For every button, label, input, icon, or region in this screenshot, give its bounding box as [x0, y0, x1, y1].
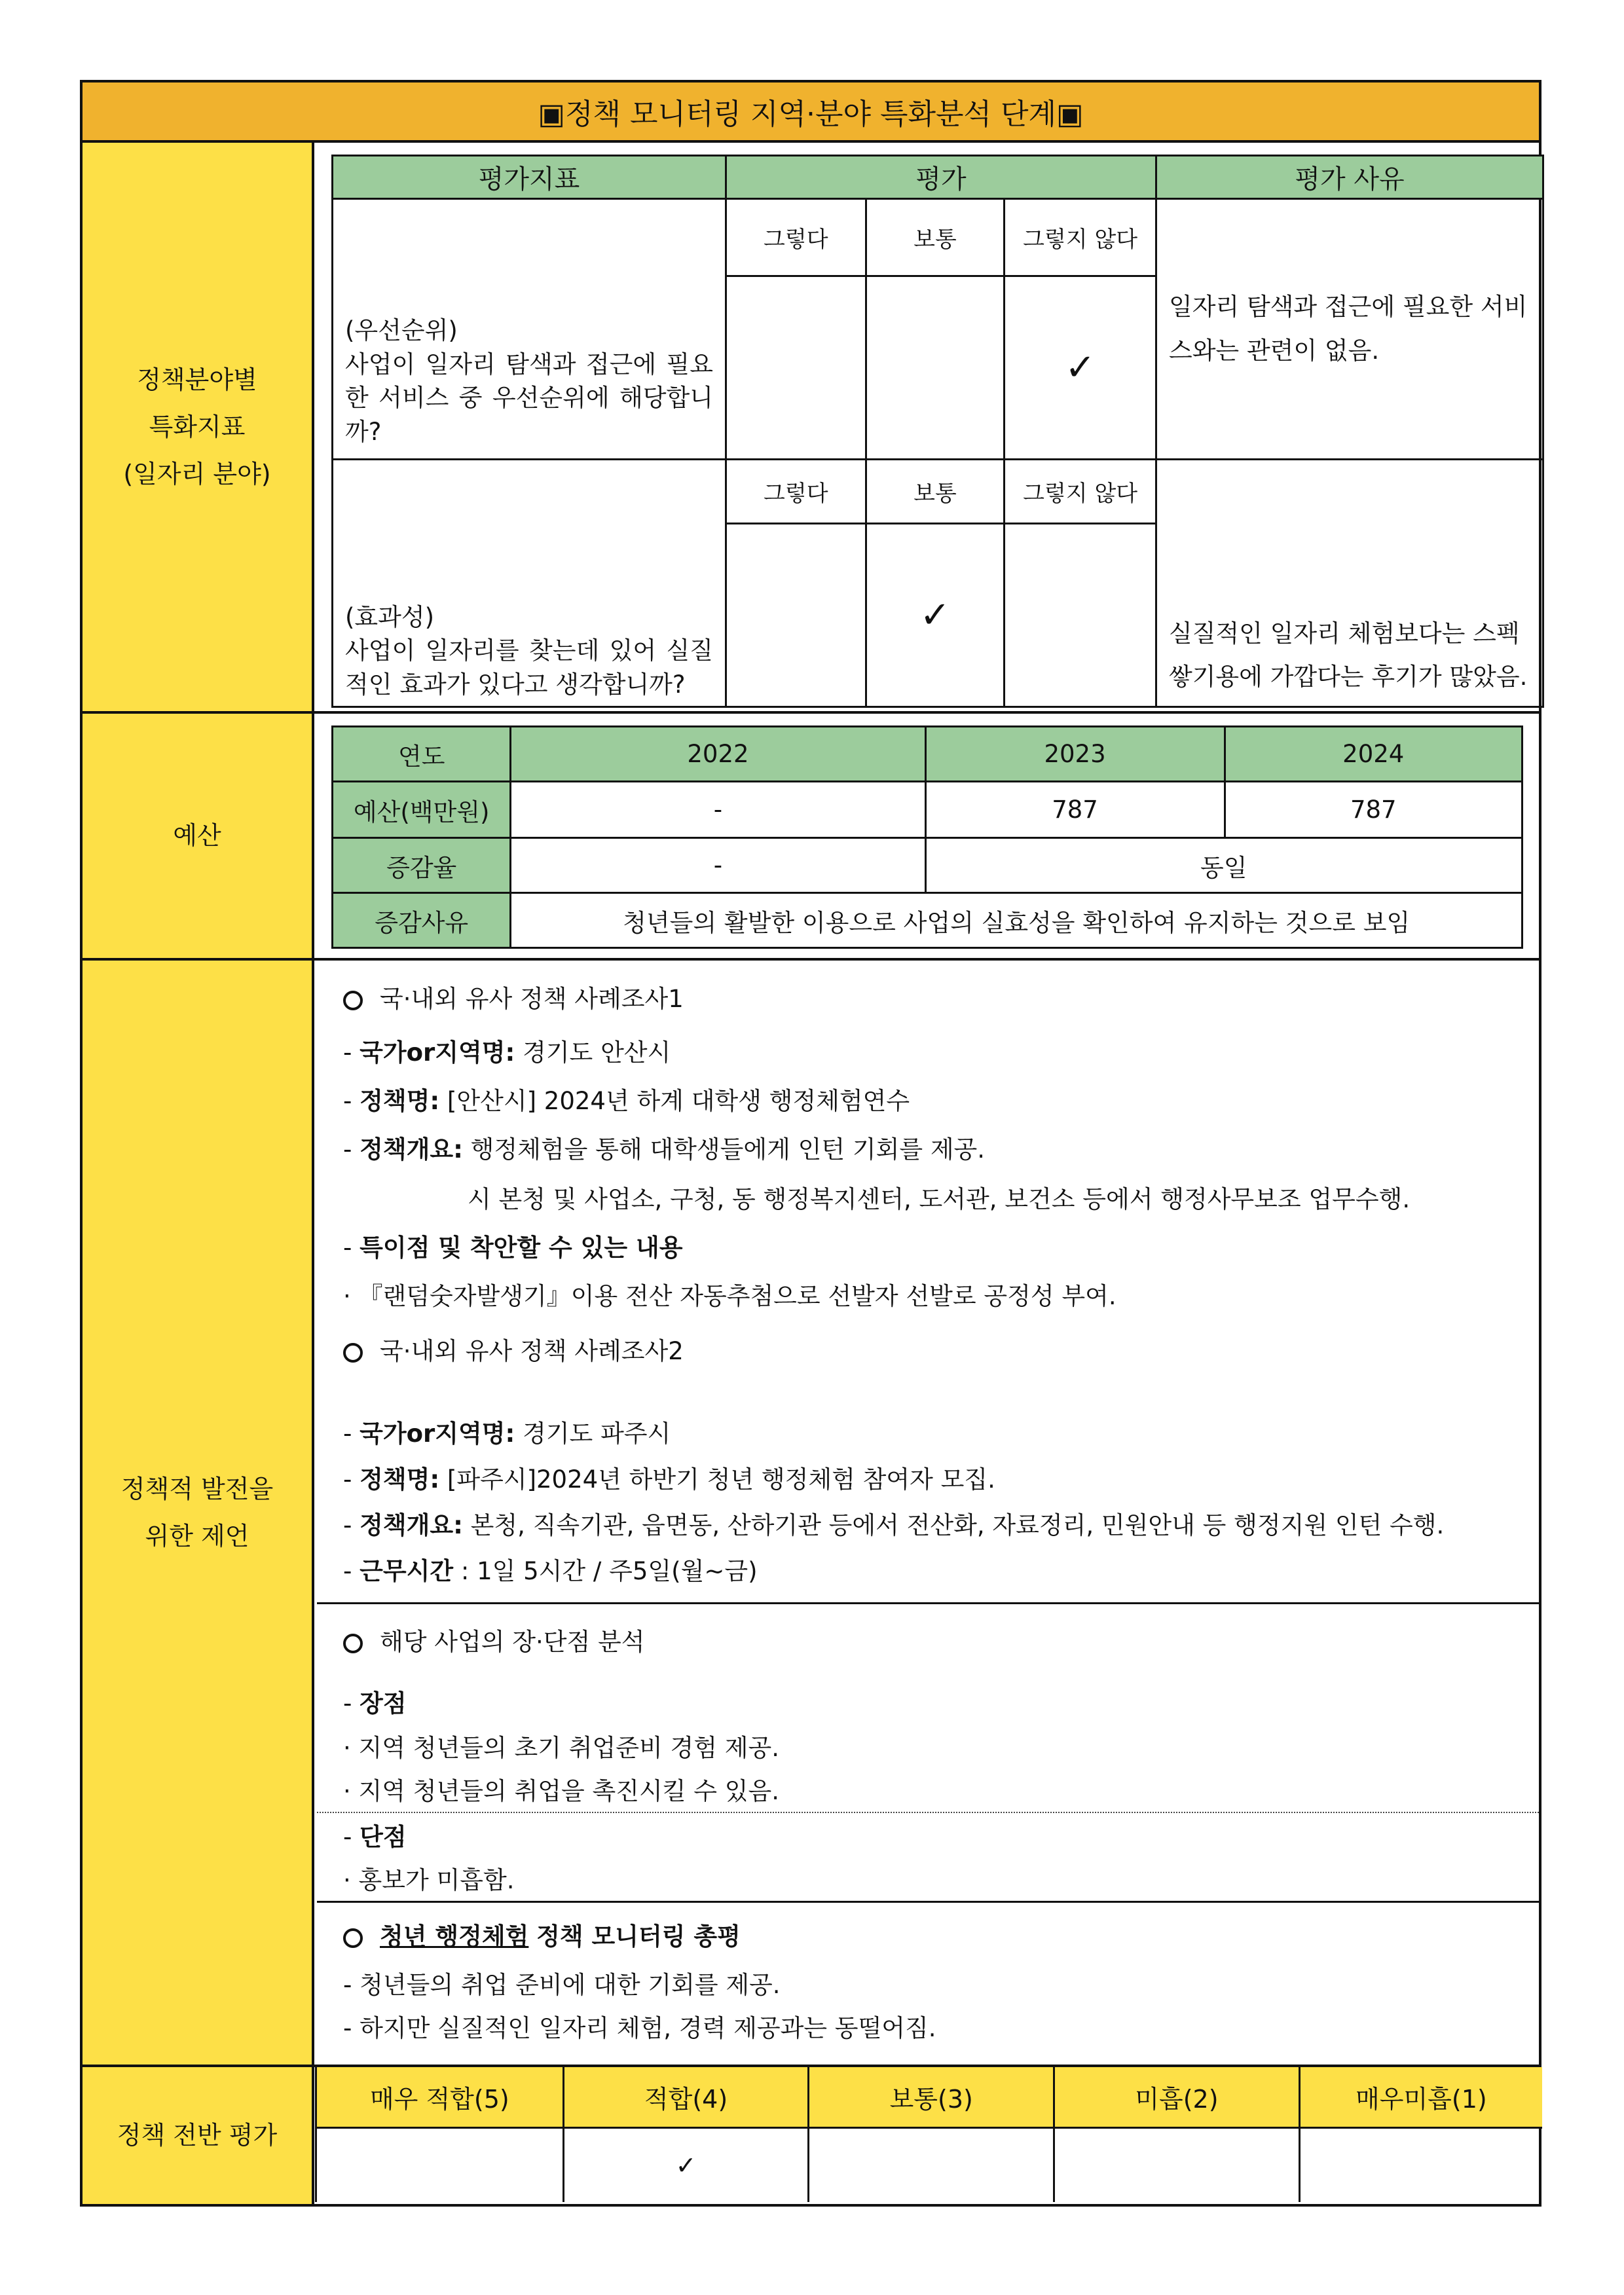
case2-heading: 국·내외 유사 정책 사례조사2 [343, 1331, 684, 1367]
grade-very-insufficient: 매우미흡(1) [1299, 2067, 1542, 2127]
cons-item: · 홍보가 미흡함. [343, 1866, 515, 1894]
check-mark-icon: ✓ [1005, 276, 1156, 460]
case2-summary: - 정책개요: 본청, 직속기관, 읍면동, 산하기관 등에서 전산화, 자료정리, 민원안내 등 행정지원 인턴 수행. [343, 1511, 1445, 1539]
change-reason: 청년들의 활발한 이용으로 사업의 실효성을 확인하여 유지하는 것으로 보임 [511, 893, 1522, 948]
case1-region: - 국가or지역명: 경기도 안산시 [343, 1038, 671, 1067]
case2-hours: - 근무시간 : 1일 5시간 / 주5일(월~금) [343, 1557, 758, 1585]
section-label-proposal: 정책적 발전을 위한 제언 [83, 961, 314, 2065]
review-heading: 청년 행정체험 정책 모니터링 총평 [343, 1917, 741, 1952]
change-rate-label: 증감율 [333, 838, 511, 893]
analysis-heading: 해당 사업의 장·단점 분석 [343, 1622, 644, 1657]
case1-notable-heading: - 특이점 및 착안할 수 있는 내용 [343, 1234, 683, 1262]
option-no: 그렇지 않다 [1005, 460, 1156, 524]
cons-heading: - 단점 [343, 1823, 407, 1851]
grade-insufficient: 미흡(2) [1054, 2067, 1300, 2127]
header-evaluation: 평가 [726, 156, 1156, 199]
indicator-table [331, 155, 1544, 708]
case1-policy: - 정책명: [안산시] 2024년 하계 대학생 행정체험연수 [343, 1087, 910, 1115]
divider [317, 1901, 1539, 1903]
document-frame [80, 80, 1541, 2207]
grade-cell [809, 2127, 1054, 2202]
check-cell-effectiveness-yes [726, 524, 866, 707]
section-label-budget: 예산 [83, 714, 314, 958]
header-reason: 평가 사유 [1156, 156, 1543, 199]
document-title: ▣정책 모니터링 지역·분야 특화분석 단계▣ [83, 83, 1539, 143]
year-2022: 2022 [511, 727, 925, 782]
check-cell-effectiveness-no [1005, 524, 1156, 707]
grade-neutral: 보통(3) [809, 2067, 1054, 2127]
check-cell-priority-yes [726, 276, 866, 460]
pros-heading: - 장점 [343, 1689, 407, 1717]
check-cell-priority-neutral [866, 276, 1005, 460]
case1-heading: 국·내외 유사 정책 사례조사1 [343, 979, 684, 1014]
header-indicator: 평가지표 [333, 156, 726, 199]
case2-policy: - 정책명: [파주시]2024년 하반기 청년 행정체험 참여자 모집. [343, 1465, 995, 1494]
year-2024: 2024 [1225, 727, 1522, 782]
budget-2024: 787 [1225, 782, 1522, 838]
budget-table [331, 725, 1523, 949]
reason-effectiveness: 실질적인 일자리 체험보다는 스펙 쌓기용에 가깝다는 후기가 많았음. [1156, 460, 1543, 707]
grade-suitable: 적합(4) [563, 2067, 809, 2127]
option-yes: 그렇다 [726, 199, 866, 276]
circle-bullet-icon [343, 1928, 363, 1948]
change-rate-second: 동일 [925, 838, 1522, 893]
case1-summary-continued: 시 본청 및 사업소, 구청, 동 행정복지센터, 도서관, 보건소 등에서 행정사무보조 업무수행. [468, 1185, 1411, 1213]
grade-cell [1299, 2127, 1542, 2202]
review-line: - 하지만 실질적인 일자리 체험, 경력 제공과는 동떨어짐. [343, 2014, 936, 2042]
budget-2022: - [511, 782, 925, 838]
reason-priority: 일자리 탐색과 접근에 필요한 서비스와는 관련이 없음. [1156, 199, 1543, 460]
case1-notable: · 『랜덤숫자발생기』이용 전산 자동추첨으로 선발자 선발로 공정성 부여. [343, 1282, 1116, 1310]
dotted-divider [317, 1812, 1539, 1813]
grade-cell [316, 2127, 564, 2202]
divider [317, 1602, 1539, 1604]
case2-region: - 국가or지역명: 경기도 파주시 [343, 1420, 671, 1448]
circle-bullet-icon [343, 1343, 363, 1363]
option-yes: 그렇다 [726, 460, 866, 524]
circle-bullet-icon [343, 1634, 363, 1653]
section-label-overall: 정책 전반 평가 [83, 2067, 314, 2204]
proposal-content [317, 961, 1539, 2065]
check-mark-icon: ✓ [563, 2127, 809, 2202]
section-label-indicators: 정책분야별 특화지표 (일자리 분야) [83, 143, 314, 711]
option-no: 그렇지 않다 [1005, 199, 1156, 276]
pros-item: · 지역 청년들의 취업을 촉진시킬 수 있음. [343, 1777, 779, 1805]
indicator-effectiveness-text: (효과성) 사업이 일자리를 찾는데 있어 실질적인 효과가 있다고 생각합니까? [333, 460, 726, 707]
option-neutral: 보통 [866, 460, 1005, 524]
circle-bullet-icon [343, 991, 363, 1010]
change-reason-label: 증감사유 [333, 893, 511, 948]
pros-item: · 지역 청년들의 초기 취업준비 경험 제공. [343, 1734, 779, 1762]
grade-cell [1054, 2127, 1300, 2202]
change-rate-first: - [511, 838, 925, 893]
indicator-priority-text: (우선순위) 사업이 일자리 탐색과 접근에 필요한 서비스 중 우선순위에 해당합니까? [333, 199, 726, 460]
overall-evaluation-table [315, 2067, 1542, 2202]
budget-2023: 787 [925, 782, 1225, 838]
budget-label: 예산(백만원) [333, 782, 511, 838]
review-line: - 청년들의 취업 준비에 대한 기회를 제공. [343, 1971, 781, 1999]
option-neutral: 보통 [866, 199, 1005, 276]
grade-very-suitable: 매우 적합(5) [316, 2067, 564, 2127]
year-2023: 2023 [925, 727, 1225, 782]
year-label: 연도 [333, 727, 511, 782]
case1-summary: - 정책개요: 행정체험을 통해 대학생들에게 인턴 기회를 제공. [343, 1135, 986, 1164]
check-mark-icon: ✓ [866, 524, 1005, 707]
